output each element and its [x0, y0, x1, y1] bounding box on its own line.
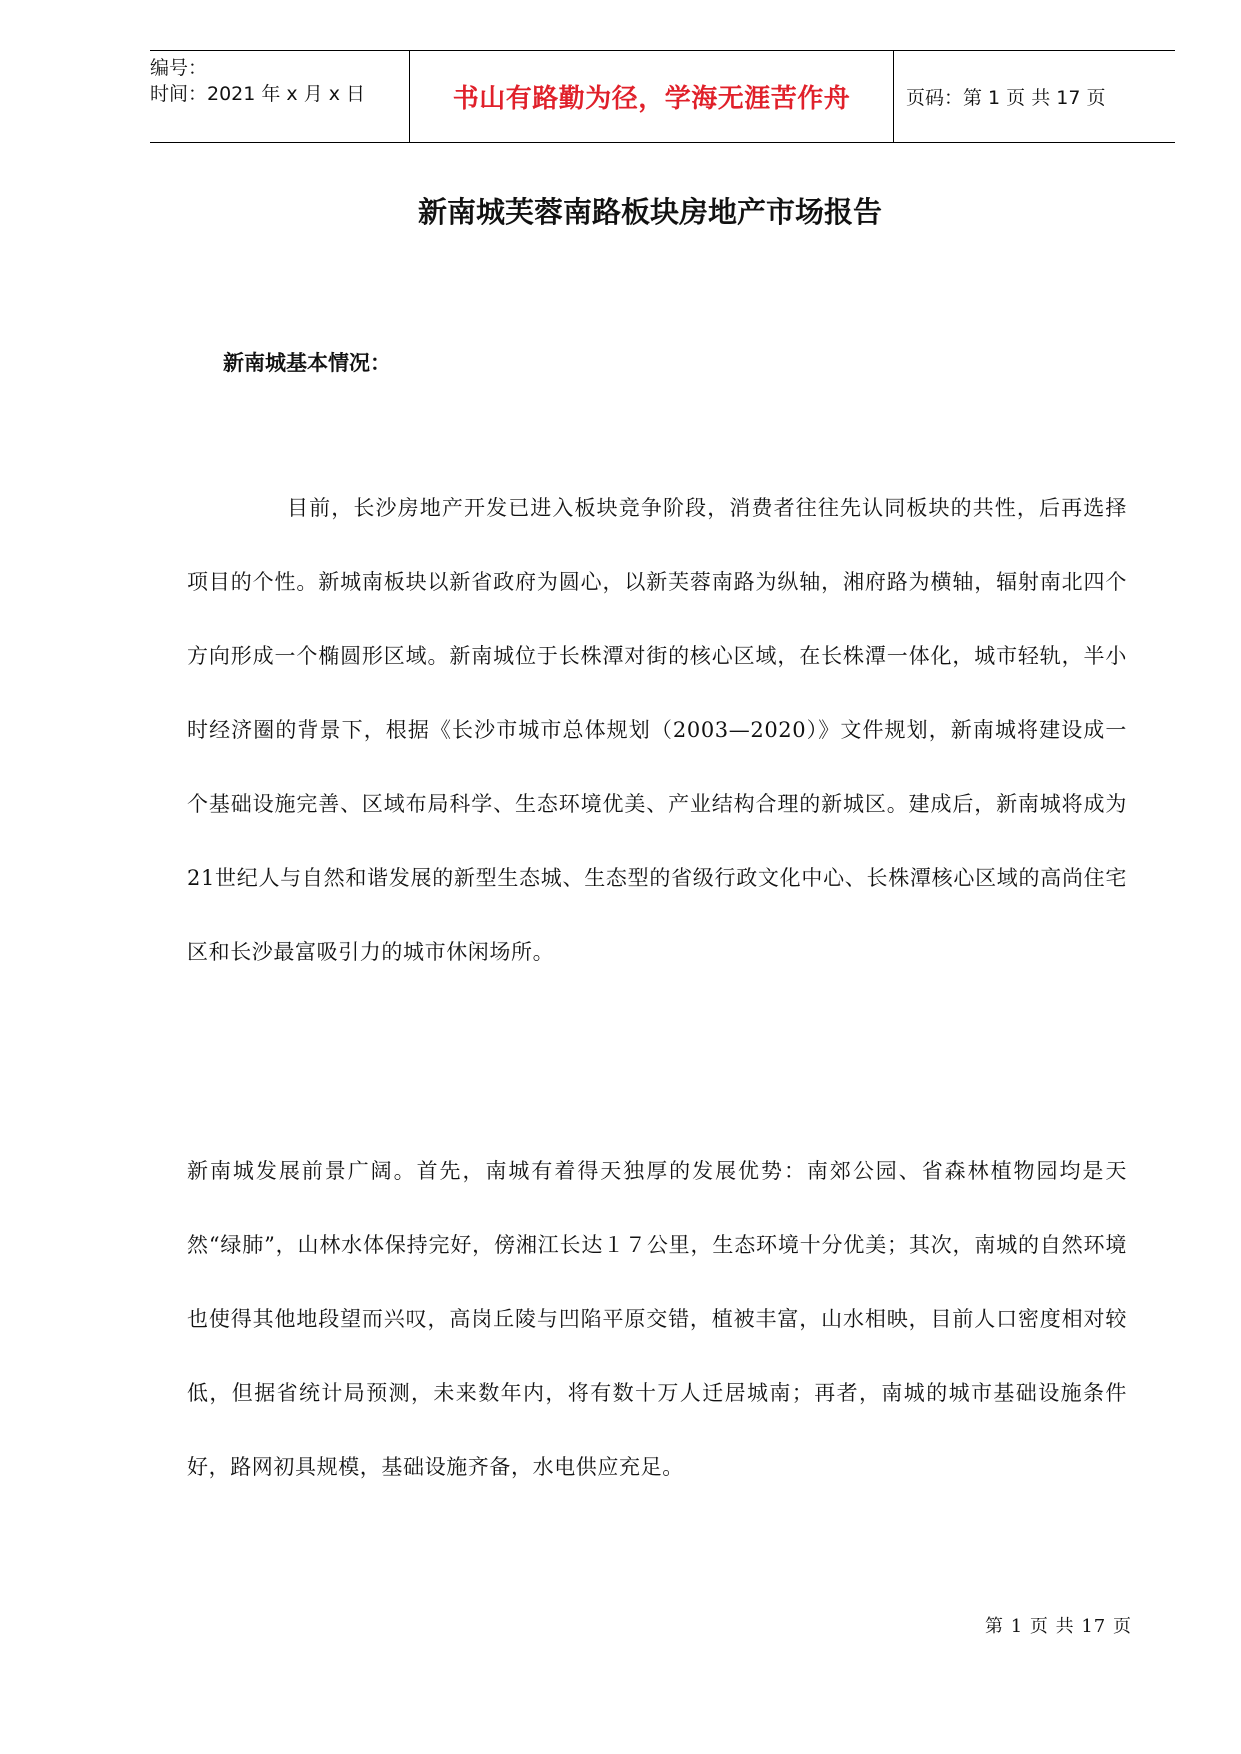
header-motto: 书山有路勤为径，学海无涯苦作舟: [452, 84, 851, 114]
paragraph-2: 新南城发展前景广阔。首先，南城有着得天独厚的发展优势：南郊公园、省森林植物园均是天然“绿肺”，山林水体保持完好，傍湘江长达１７公里，生态环境十分优美；其次，南城的自然环境也使得其他地段望而兴叹，高岗丘陵与凹陷平原交错，植被丰富，山水相映，目前人口密度相对较低，但据省统计局预测，未来数年内，将有数十万人迁居城南；再者，南城的城市基础设施条件好，路网初具规模，基础设施齐备，水电供应充足。: [187, 1159, 1127, 1479]
document-number-label: 编号：: [150, 57, 208, 79]
document-header: [150, 50, 1175, 143]
document-time-label: 时间：2021 年 x 月 x 日: [150, 83, 366, 105]
paragraph-1: 目前，长沙房地产开发已进入板块竞争阶段，消费者往往先认同板块的共性，后再选择项目的个性。新城南板块以新省政府为圆心，以新芙蓉南路为纵轴，湘府路为横轴，辐射南北四个方向形成一个椭圆形区域。新南城位于长株潭对街的核心区域，在长株潭一体化，城市轻轨，半小时经济圈的背景下，根据《长沙市城市总体规划（2003—2020）》文件规划，新南城将建设成一个基础设施完善、区域布局科学、生态环境优美、产业结构合理的新城区。建成后，新南城将成为21世纪人与自然和谐发展的新型生态城、生态型的省级行政文化中心、长株潭核心区域的高尚住宅区和长沙最富吸引力的城市休闲场所。: [187, 496, 1127, 964]
header-page-info: 页码：第 1 页 共 17 页: [906, 87, 1106, 109]
section-heading: 新南城基本情况：: [223, 351, 391, 375]
page-footer: 第 1 页 共 17 页: [985, 1616, 1132, 1637]
header-motto-cell: [410, 51, 894, 142]
document-title: 新南城芙蓉南路板块房地产市场报告: [417, 195, 882, 229]
header-left-cell: [150, 51, 410, 142]
